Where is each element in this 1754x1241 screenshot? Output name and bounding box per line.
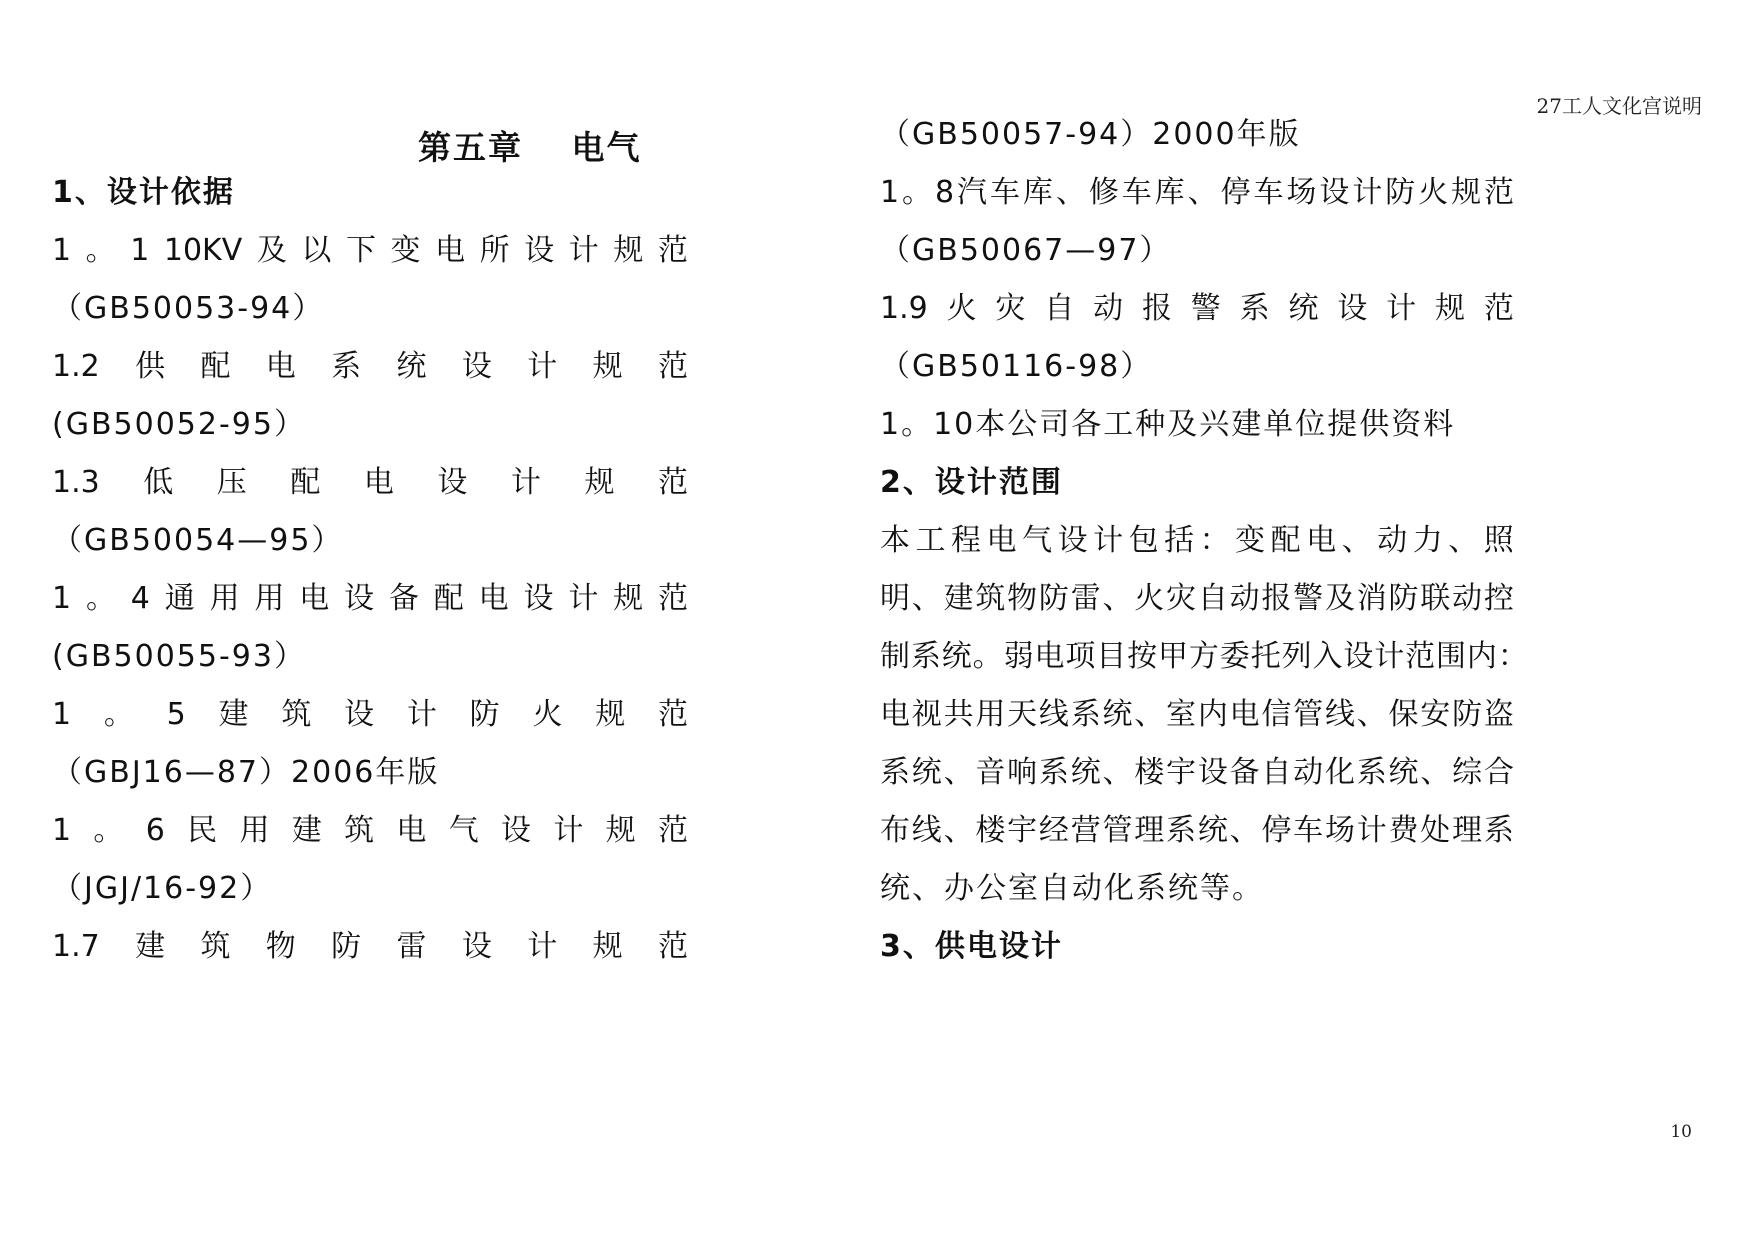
left-line-7: 1 。 4 通 用 用 电 设 备 配 电 设 计 规 范 [52, 581, 688, 616]
left-line-8: (GB50055-93） [52, 639, 306, 674]
left-line-0: 1、设计依据 [52, 175, 235, 210]
left-line-4: (GB50052-95） [52, 407, 306, 442]
right-line-0: （GB50057-94）2000年版 [880, 117, 1301, 152]
right-line-4: （GB50116-98） [880, 349, 1153, 384]
left-line-10: （GBJ16—87）2006年版 [52, 755, 440, 790]
right-line-9: 制 系 统 。 弱 电 项 目 按 甲 方 委 托 列 入 设 计 范 围 内 ： [880, 639, 1528, 674]
left-line-6: （GB50054—95） [52, 523, 344, 558]
left-line-9: 1 。 5 建 筑 设 计 防 火 规 范 [52, 697, 688, 732]
left-line-1: 1 。 1 10KV 及 以 下 变 电 所 设 计 规 范 [52, 233, 688, 268]
page-header-label: 27工人文化宫说明 [1536, 94, 1702, 118]
right-line-3: 1.9 火 灾 自 动 报 警 系 统 设 计 规 范 [880, 291, 1514, 326]
right-line-7: 本 工 程 电 气 设 计 包 括 ： 变 配 电 、 动 力 、 照 [880, 523, 1514, 558]
right-line-10: 电 视 共 用 天 线 系 统 、 室 内 电 信 管 线 、 保 安 防 盗 [880, 697, 1514, 732]
chapter-title: 第五章 电气 [418, 128, 642, 167]
left-line-5: 1.3 低 压 配 电 设 计 规 范 [52, 465, 688, 500]
right-line-13: 统、办公室自动化系统等。 [880, 871, 1264, 906]
left-line-12: （JGJ/16-92） [52, 871, 273, 906]
left-line-3: 1.2 供 配 电 系 统 设 计 规 范 [52, 349, 688, 384]
left-line-2: （GB50053-94） [52, 291, 325, 326]
right-line-11: 系 统 、 音 响 系 统 、 楼 宇 设 备 自 动 化 系 统 、 综 合 [880, 755, 1514, 790]
right-line-1: 1 。 8 汽 车 库 、 修 车 库 、 停 车 场 设 计 防 火 规 范 [880, 175, 1514, 210]
page-number: 10 [1670, 1122, 1692, 1142]
right-line-6: 2、设计范围 [880, 465, 1063, 500]
left-line-13: 1.7 建 筑 物 防 雷 设 计 规 范 [52, 929, 688, 964]
left-line-11: 1 。 6 民 用 建 筑 电 气 设 计 规 范 [52, 813, 688, 848]
right-line-12: 布 线 、 楼 宇 经 营 管 理 系 统 、 停 车 场 计 费 处 理 系 [880, 813, 1514, 848]
right-line-8: 明 、 建 筑 物 防 雷 、 火 灾 自 动 报 警 及 消 防 联 动 控 [880, 581, 1514, 616]
right-line-14: 3、供电设计 [880, 929, 1063, 964]
right-line-5: 1。10本公司各工种及兴建单位提供资料 [880, 407, 1456, 442]
right-line-2: （GB50067—97） [880, 233, 1172, 268]
